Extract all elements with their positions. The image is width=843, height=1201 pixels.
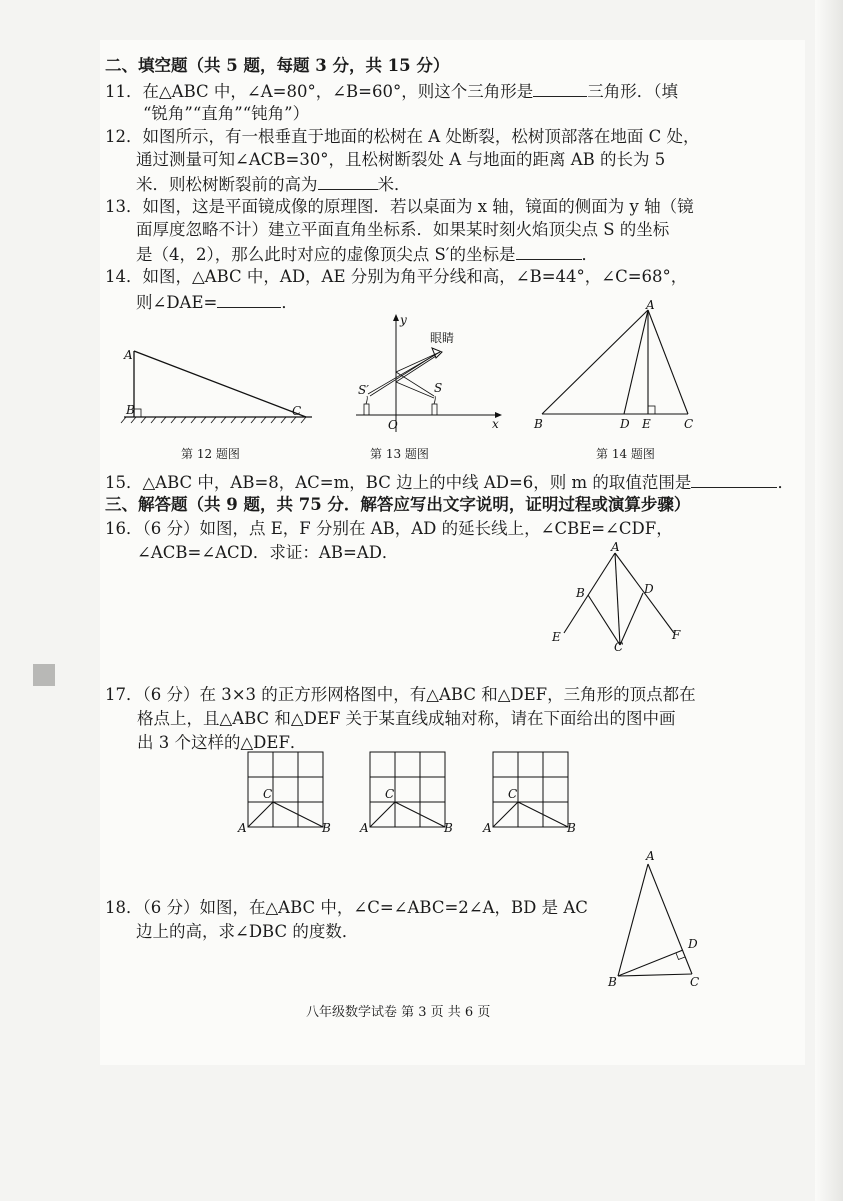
fig14-caption: 第 14 题图 bbox=[596, 447, 655, 461]
fig18-label-b: B bbox=[608, 975, 617, 989]
q13-text-c: 是（4，2），那么此时对应的虚像顶尖点 S′的坐标是 bbox=[136, 245, 516, 264]
fig16-label-f: F bbox=[672, 628, 681, 642]
fig16-label-e: E bbox=[552, 630, 561, 644]
fig16-label-b: B bbox=[576, 586, 585, 600]
q16-line1: 16．（6 分）如图，点 E，F 分别在 AB，AD 的延长线上，∠CBE=∠CDF， bbox=[105, 519, 673, 538]
fig13-caption: 第 13 题图 bbox=[370, 447, 429, 461]
fig14-label-e: E bbox=[642, 417, 651, 431]
q15-text-b: ． bbox=[777, 473, 794, 492]
fig18-label-c: C bbox=[690, 975, 700, 989]
fig13-label-o: O bbox=[388, 418, 398, 432]
q17-line3: 出 3 个这样的△DEF． bbox=[137, 733, 307, 752]
fig13-label-x: x bbox=[492, 417, 499, 431]
section2-heading: 二、填空题（共 5 题，每题 3 分，共 15 分） bbox=[105, 56, 450, 75]
fig13-label-s-prime: S′ bbox=[358, 383, 369, 397]
grid-figure-3[interactable] bbox=[483, 750, 583, 840]
q18-line1: 18．（6 分）如图，在△ABC 中，∠C=∠ABC=2∠A，BD 是 AC bbox=[105, 898, 588, 917]
grid2-label-b: B bbox=[444, 821, 453, 835]
scan-edge-shadow bbox=[815, 0, 843, 1201]
fig13-label-s: S bbox=[434, 381, 443, 395]
fig16-label-a: A bbox=[611, 540, 620, 554]
fig12-label-a: A bbox=[124, 348, 133, 362]
q14-answer-blank[interactable] bbox=[217, 289, 281, 308]
q16-line2: ∠ACB=∠ACD．求证：AB=AD． bbox=[137, 543, 399, 562]
fig18-label-d: D bbox=[688, 937, 698, 951]
fig14-label-d: D bbox=[620, 417, 630, 431]
q13-line3 bbox=[136, 241, 598, 267]
q17-line2: 格点上，且△ABC 和△DEF 关于某直线成轴对称，请在下面给出的图中画 bbox=[137, 709, 676, 728]
fig13-label-eye: 眼睛 bbox=[430, 331, 455, 345]
q14-text-b: 则∠DAE= bbox=[136, 293, 218, 312]
fig14-label-b: B bbox=[534, 417, 543, 431]
figure-13 bbox=[356, 312, 506, 437]
q11-line1 bbox=[105, 78, 678, 104]
grid1-label-c: C bbox=[263, 787, 273, 801]
q11-line2: “锐角”“直角”“钝角”） bbox=[143, 104, 310, 123]
fig12-caption: 第 12 题图 bbox=[181, 447, 240, 461]
figure-12 bbox=[120, 345, 320, 425]
section3-heading: 三、解答题（共 9 题，共 75 分．解答应写出文字说明，证明过程或演算步骤） bbox=[105, 495, 691, 514]
q12-line2: 通过测量可知∠ACB=30°，且松树断裂处 A 与地面的距离 AB 的长为 5 bbox=[136, 150, 666, 169]
q13-line1: 13．如图，这是平面镜成像的原理图．若以桌面为 x 轴，镜面的侧面为 y 轴（镜 bbox=[105, 197, 694, 216]
q11-text-b: 三角形．（填 bbox=[587, 82, 678, 101]
fig14-label-c: C bbox=[684, 417, 694, 431]
fig16-label-d: D bbox=[644, 582, 654, 596]
q12-text-c: 米．则松树断裂前的高为 bbox=[136, 175, 318, 194]
figure-16 bbox=[548, 540, 688, 655]
q13-line2: 面厚度忽略不计）建立平面直角坐标系．如果某时刻火焰顶尖点 S 的坐标 bbox=[136, 220, 670, 239]
grid-figure-1[interactable] bbox=[238, 750, 338, 840]
figure-18 bbox=[606, 848, 716, 988]
q17-line1: 17．（6 分）在 3×3 的正方形网格图中，有△ABC 和△DEF，三角形的顶点都在 bbox=[105, 685, 696, 704]
fig16-label-c: C bbox=[614, 640, 624, 654]
q15-text-a: 15．△ABC 中，AB=8，AC=m，BC 边上的中线 AD=6，则 m 的取值范围是 bbox=[105, 473, 692, 492]
q12-line3 bbox=[136, 171, 411, 197]
fig13-label-y: y bbox=[400, 313, 407, 327]
q11-answer-blank[interactable] bbox=[533, 78, 587, 97]
q11-text-a: 11．在△ABC 中，∠A=80°，∠B=60°，则这个三角形是 bbox=[105, 82, 534, 101]
grid2-label-c: C bbox=[385, 787, 395, 801]
fig12-label-b: B bbox=[126, 403, 135, 417]
q14-text-c: ． bbox=[281, 293, 298, 312]
q14-line2 bbox=[136, 289, 298, 315]
scan-mark bbox=[33, 664, 55, 686]
page-footer: 八年级数学试卷 第 3 页 共 6 页 bbox=[306, 1005, 491, 1020]
grid2-label-a: A bbox=[360, 821, 369, 835]
grid-figure-2[interactable] bbox=[360, 750, 460, 840]
q13-text-d: ． bbox=[581, 245, 599, 264]
grid3-label-b: B bbox=[567, 821, 576, 835]
q12-line1: 12．如图所示，有一根垂直于地面的松树在 A 处断裂，松树顶部落在地面 C 处， bbox=[105, 127, 700, 146]
figure-14 bbox=[530, 300, 700, 430]
grid1-label-a: A bbox=[238, 821, 247, 835]
grid3-label-a: A bbox=[483, 821, 492, 835]
q12-answer-blank[interactable] bbox=[318, 171, 378, 190]
q18-line2: 边上的高，求∠DBC 的度数． bbox=[136, 922, 359, 941]
grid1-label-b: B bbox=[322, 821, 331, 835]
q15-answer-blank[interactable] bbox=[691, 469, 777, 488]
grid3-label-c: C bbox=[508, 787, 518, 801]
q12-text-d: 米． bbox=[377, 175, 411, 194]
fig12-label-c: C bbox=[292, 404, 302, 418]
q14-line1: 14．如图，△ABC 中，AD，AE 分别为角平分线和高，∠B=44°，∠C=68°， bbox=[105, 267, 688, 286]
q15-line1 bbox=[105, 469, 794, 495]
fig18-label-a: A bbox=[646, 849, 655, 863]
fig14-label-a: A bbox=[646, 298, 655, 312]
q13-answer-blank[interactable] bbox=[516, 241, 582, 260]
